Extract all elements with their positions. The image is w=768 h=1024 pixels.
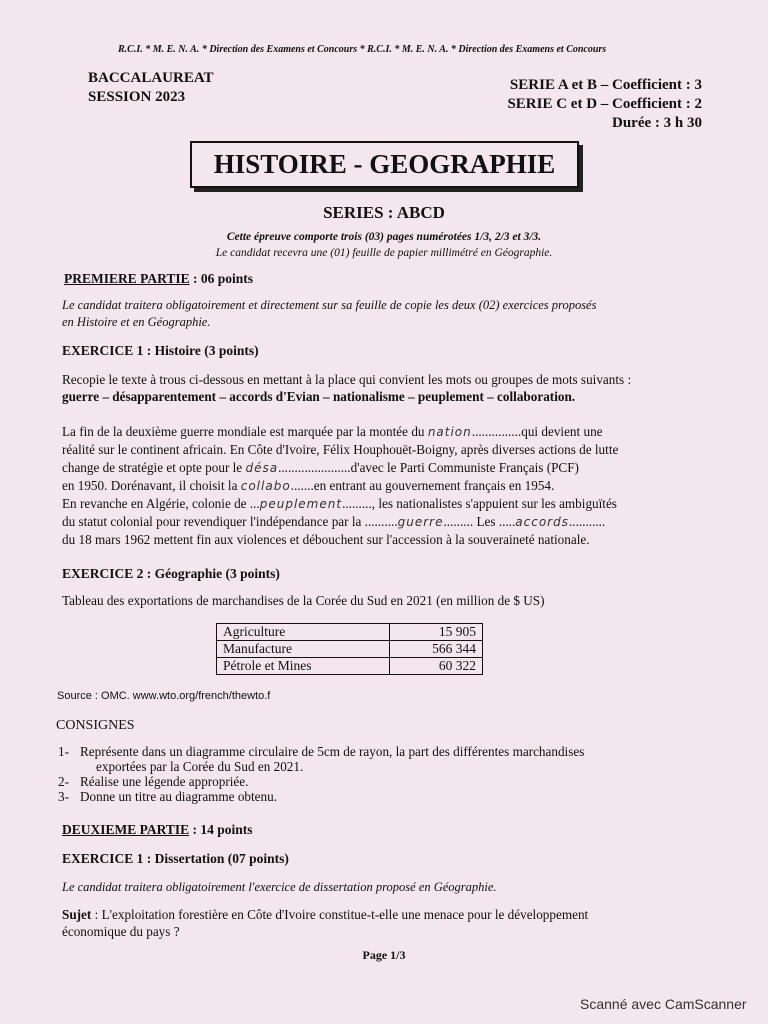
- sujet: Sujet : L'exploitation forestière en Côte d'Ivoire constitue-t-elle une menace pour le développement économique du pays ?: [62, 907, 589, 939]
- ex1-instruction: Recopie le texte à trous ci-dessous en mettant à la place qui convient les mots ou groupes de mots suivants : guerre – désapparentement – accords d'Evian – nationalisme – peuplement – collaboration.: [62, 371, 742, 405]
- ex1-word-list: guerre – désapparentement – accords d'Evian – nationalisme – peuplement – collaboration.: [62, 389, 576, 404]
- part2-heading: DEUXIEME PARTIE : 14 points: [62, 822, 253, 837]
- cloze-line: En revanche en Algérie, colonie de ...peuplement........., les nationalistes s'appuient sur les ambiguïtés: [62, 496, 617, 511]
- cloze-line: en 1950. Dorénavant, il choisit la collabo.......en entrant au gouvernement français en 1954.: [62, 478, 555, 493]
- ex1-cloze-text: [62, 423, 742, 549]
- ex1-heading: EXERCICE 1 : Histoire (3 points): [62, 343, 259, 358]
- list-item: 2- Réalise une légende appropriée.: [58, 774, 249, 789]
- handwritten-answer: collabo: [240, 479, 291, 493]
- coefficient-block: [468, 76, 702, 133]
- list-item: 1- Représente dans un diagramme circulaire de 5cm de rayon, la part des différentes marchandises: [58, 744, 585, 759]
- table-source: Source : OMC. www.wto.org/french/thewto.f: [57, 690, 271, 702]
- exam-session-block: [88, 69, 214, 107]
- handwritten-answer: accords: [515, 515, 569, 529]
- exam-duration: Durée : 3 h 30: [612, 115, 702, 131]
- series-ab-coefficient: SERIE A et B – Coefficient : 3: [509, 77, 702, 93]
- table-row: Manufacture 566 344: [217, 641, 483, 658]
- handwritten-answer: désa: [245, 461, 279, 475]
- ex2-intro: Tableau des exportations de marchandises de la Corée du Sud en 2021 (en million de $ US): [62, 593, 545, 608]
- consignes-title: CONSIGNES: [56, 718, 135, 733]
- consignes-list: 1- Représente dans un diagramme circulaire de 5cm de rayon, la part des différentes marchandises exportées par la Corée du Sud en 2021. 2- Réalise une légende appropriée. 3- Donne un titre au diagramme obtenu.: [58, 744, 738, 804]
- table-row: Agriculture 15 905: [217, 624, 483, 641]
- exam-name: BACCALAUREAT: [88, 70, 214, 86]
- exam-title: HISTOIRE - GEOGRAPHIE: [190, 141, 579, 188]
- scanner-watermark: Scanné avec CamScanner: [580, 996, 747, 1012]
- series-label: SERIES : ABCD: [323, 203, 445, 222]
- cloze-line: change de stratégie et opte pour le désa......................d'avec le Parti Communiste Français (PCF): [62, 460, 579, 475]
- page-number: Page 1/3: [362, 948, 406, 962]
- part1-heading: PREMIERE PARTIE : 06 points: [64, 271, 254, 286]
- series-cd-coefficient: SERIE C et D – Coefficient : 2: [507, 96, 702, 112]
- handwritten-answer: nation: [427, 425, 472, 439]
- handwritten-answer: peuplement: [259, 497, 343, 511]
- handwritten-answer: guerre: [397, 515, 444, 529]
- exports-table: [216, 623, 483, 675]
- cloze-line: du statut colonial pour revendiquer l'indépendance par la ..........guerre......... Les .....accords...........: [62, 514, 606, 529]
- cloze-line: du 18 mars 1962 mettent fin aux violences et débouchent sur l'accession à la souveraineté nationale.: [62, 532, 590, 547]
- ex2-heading: EXERCICE 2 : Géographie (3 points): [62, 566, 280, 581]
- header-banner: R.C.I. * M. E. N. A. * Direction des Examens et Concours * R.C.I. * M. E. N. A. * Direction des Examens et Concours: [118, 44, 607, 55]
- cloze-line: La fin de la deuxième guerre mondiale est marquée par la montée du nation...............qui devient une: [62, 424, 603, 439]
- part2-ex-heading: EXERCICE 1 : Dissertation (07 points): [62, 851, 289, 866]
- part2-instruction: Le candidat traitera obligatoirement l'exercice de dissertation proposé en Géographie.: [62, 880, 497, 894]
- part1-instructions: Le candidat traitera obligatoirement et directement sur sa feuille de copie les deux (02) exercices proposés en Histoire et en Géographie.: [62, 298, 597, 329]
- list-item: 3- Donne un titre au diagramme obtenu.: [58, 789, 278, 804]
- page-count-note: Cette épreuve comporte trois (03) pages numérotées 1/3, 2/3 et 3/3.: [226, 231, 542, 243]
- table-row: Pétrole et Mines 60 322: [217, 658, 483, 675]
- cloze-line: réalité sur le continent africain. En Côte d'Ivoire, Félix Houphouët-Boigny, après diverses actions de lutte: [62, 442, 619, 457]
- paper-note: Le candidat recevra une (01) feuille de papier millimétré en Géographie.: [215, 247, 553, 259]
- exam-session: SESSION 2023: [88, 89, 186, 105]
